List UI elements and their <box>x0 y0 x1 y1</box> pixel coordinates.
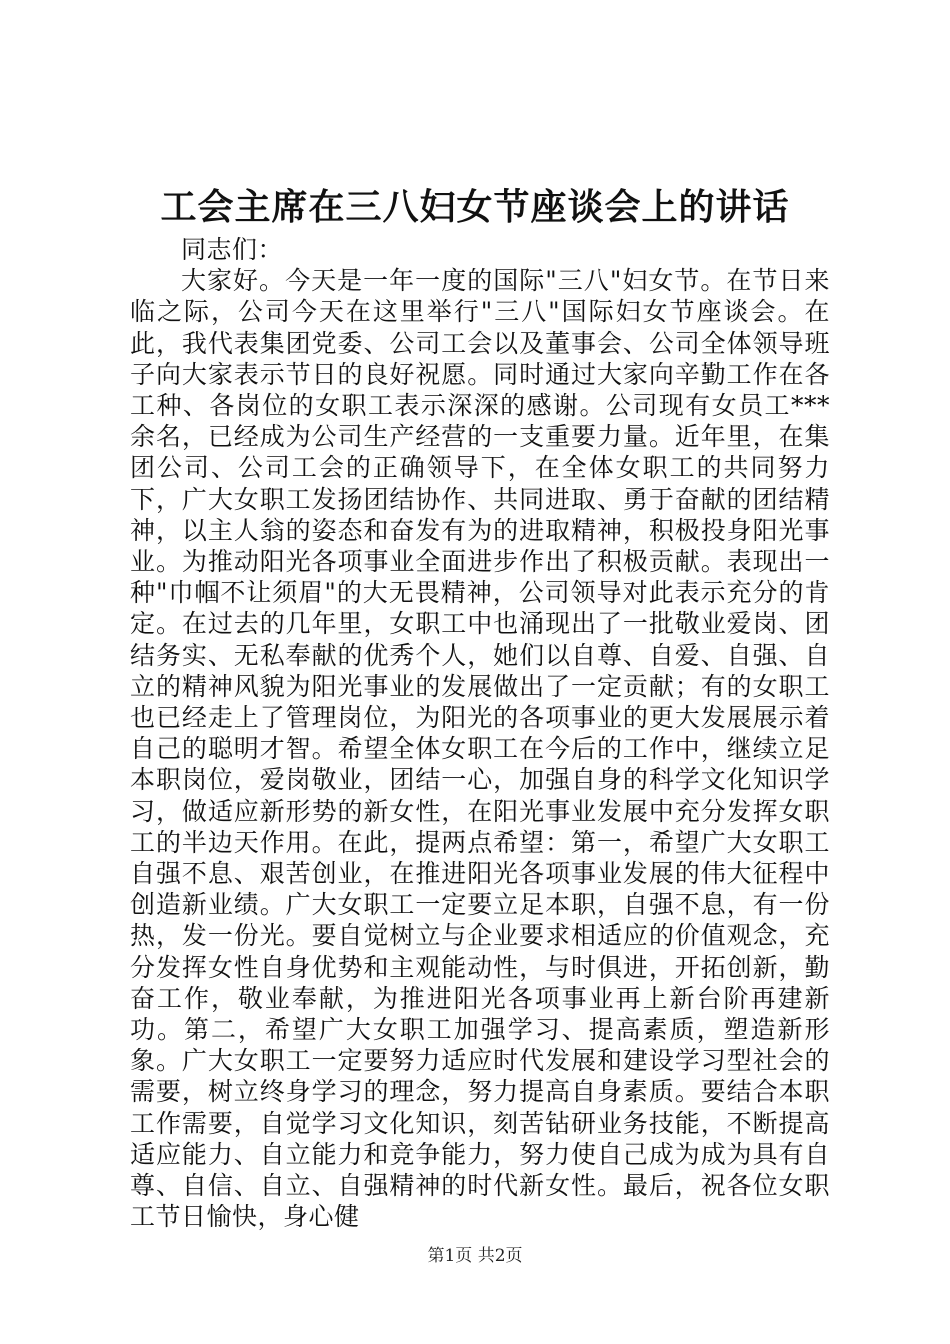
speech-paragraph: 大家好。今天是一年一度的国际"三八"妇女节。在节日来临之际，公司今天在这里举行"三八"国际妇女节座谈会。在此，我代表集团党委、公司工会以及董事会、公司全体领导班子向大家表示节日的良好祝愿。同时通过大家向辛勤工作在各工种、各岗位的女职工表示深深的感谢。公司现有女员工***余名，已经成为公司生产经营的一支重要力量。近年里，在集团公司、公司工会的正确领导下，在全体女职工的共同努力下，广大女职工发扬团结协作、共同进取、勇于奋献的团结精神，以主人翁的姿态和奋发有为的进取精神，积极投身阳光事业。为推动阳光各项事业全面进步作出了积极贡献。表现出一种"巾帼不让须眉"的大无畏精神，公司领导对此表示充分的肯定。在过去的几年里，女职工中也涌现出了一批敬业爱岗、团结务实、无私奉献的优秀个人，她们以自尊、自爱、自强、自立的精神风貌为阳光事业的发展做出了一定贡献；有的女职工也已经走上了管理岗位，为阳光的各项事业的更大发展展示着自己的聪明才智。希望全体女职工在今后的工作中，继续立足本职岗位，爱岗敬业，团结一心，加强自身的科学文化知识学习，做适应新形势的新女性，在阳光事业发展中充分发挥女职工的半边天作用。在此，提两点希望：第一，希望广大女职工自强不息、艰苦创业，在推进阳光各项事业发展的伟大征程中创造新业绩。广大女职工一定要立足本职，自强不息，有一份热，发一份光。要自觉树立与企业要求相适应的价值观念，充分发挥女性自身优势和主观能动性，与时俱进，开拓创新，勤奋工作，敬业奉献，为推进阳光各项事业再上新台阶再建新功。第二，希望广大女职工加强学习、提高素质，塑造新形象。广大女职工一定要努力适应时代发展和建设学习型社会的需要，树立终身学习的理念，努力提高自身素质。要结合本职工作需要，自觉学习文化知识，刻苦钻研业务技能，不断提高适应能力、自立能力和竞争能力，努力使自己成为成为具有自尊、自信、自立、自强精神的时代新女性。最后，祝各位女职工节日愉快，身心健 <box>130 266 830 1232</box>
salutation-line: 同志们： <box>181 235 284 264</box>
document-body <box>130 234 830 1233</box>
document-title: 工会主席在三八妇女节座谈会上的讲话 <box>160 187 790 228</box>
page-number-footer: 第1页 共2页 <box>427 1246 523 1266</box>
